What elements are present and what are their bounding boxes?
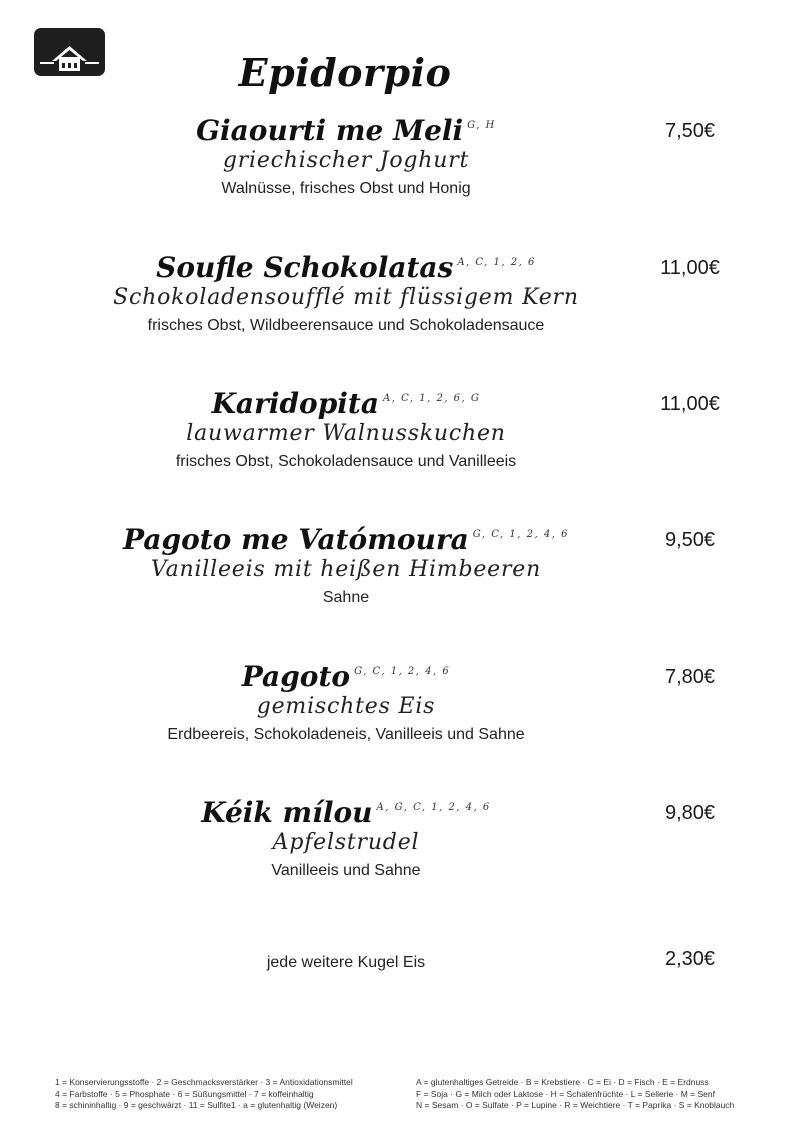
menu-item-name-line: [0, 796, 692, 829]
allergens-legend: [416, 1077, 734, 1112]
legend-line: 1 = Konservierungsstoffe · 2 = Geschmacksverstärker · 3 = Antioxidationsmittel: [55, 1077, 353, 1087]
menu-item-german-name: Apfelstrudel: [272, 830, 420, 855]
menu-item-name-line: [0, 660, 692, 693]
menu-item-name: Giaourti me Meli: [196, 114, 464, 147]
additives-legend: [55, 1077, 353, 1112]
legend-line: 4 = Farbstoffe · 5 = Phosphate · 6 = Süßungsmittel · 7 = koffeinhaltig: [55, 1088, 314, 1099]
menu-item-price: 7,80€: [664, 666, 716, 688]
menu-item-price: 7,50€: [664, 120, 716, 142]
menu-item-allergens: A, C, 1, 2, 6, G: [383, 393, 481, 404]
menu-item-description: Sahne: [322, 589, 370, 606]
legend-line: A = glutenhaltiges Getreide · B = Krebstiere · C = Ei · D = Fisch · E = Erdnuss: [416, 1077, 709, 1087]
menu-item-price: 9,80€: [664, 802, 716, 824]
menu-item-description: Walnüsse, frisches Obst und Honig: [221, 180, 471, 197]
menu-item-name-line: [0, 251, 692, 284]
menu-item-description: frisches Obst, Schokoladensauce und Vanilleeis: [175, 453, 517, 470]
menu-item-price: 11,00€: [660, 393, 720, 415]
menu-item-name: Kéik mílou: [201, 796, 373, 829]
menu-item-price: 9,50€: [664, 529, 716, 551]
menu-item-allergens: G, H: [467, 120, 496, 131]
menu-item-german-name: lauwarmer Walnusskuchen: [186, 421, 506, 446]
menu-item-name: Pagoto me Vatómoura: [123, 523, 469, 556]
extra-scoop-label: jede weitere Kugel Eis: [266, 954, 426, 971]
menu-item-name-line: [0, 523, 692, 556]
menu-item-german-name: Vanilleeis mit heißen Himbeeren: [150, 557, 542, 582]
menu-item-german-name: griechischer Joghurt: [222, 148, 470, 173]
menu-item-german-name: Schokoladensoufflé mit flüssigem Kern: [113, 285, 579, 310]
menu-item-price: 11,00€: [660, 257, 720, 279]
menu-item-description: Erdbeereis, Schokoladeneis, Vanilleeis und Sahne: [167, 726, 525, 743]
menu-item-allergens: G, C, 1, 2, 4, 6: [472, 529, 569, 540]
menu-item-name-line: [0, 387, 692, 420]
page-title: Epidorpio: [238, 50, 452, 95]
legend-line: N = Sesam · O = Sulfate · P = Lupine · R = Weichtiere · T = Paprika · S = Knoblauch: [416, 1100, 735, 1110]
menu-item-allergens: G, C, 1, 2, 4, 6: [354, 666, 451, 677]
legend-line: 8 = schininhaltig · 9 = geschwärzt · 11 = Sulfite1 · a = glutenhaltig (Weizen): [55, 1100, 338, 1110]
menu-item-german-name: gemischtes Eis: [256, 694, 436, 719]
extra-scoop-price: 2,30€: [664, 948, 716, 970]
legend-line: F = Soja · G = Milch oder Laktose · H = Schalenfrüchte · L = Sellerie · M = Senf: [416, 1088, 715, 1099]
menu-item-name-line: [0, 114, 692, 147]
menu-item-name: Karidopita: [211, 387, 380, 420]
menu-item-name: Pagoto: [241, 660, 351, 693]
menu-item-description: frisches Obst, Wildbeerensauce und Schokoladensauce: [147, 317, 545, 334]
menu-item-allergens: A, C, 1, 2, 6: [457, 257, 536, 268]
menu-item-name: Soufle Schokolatas: [156, 251, 454, 284]
menu-item-allergens: A, G, C, 1, 2, 4, 6: [376, 802, 491, 813]
menu-item-description: Vanilleeis und Sahne: [271, 862, 421, 879]
